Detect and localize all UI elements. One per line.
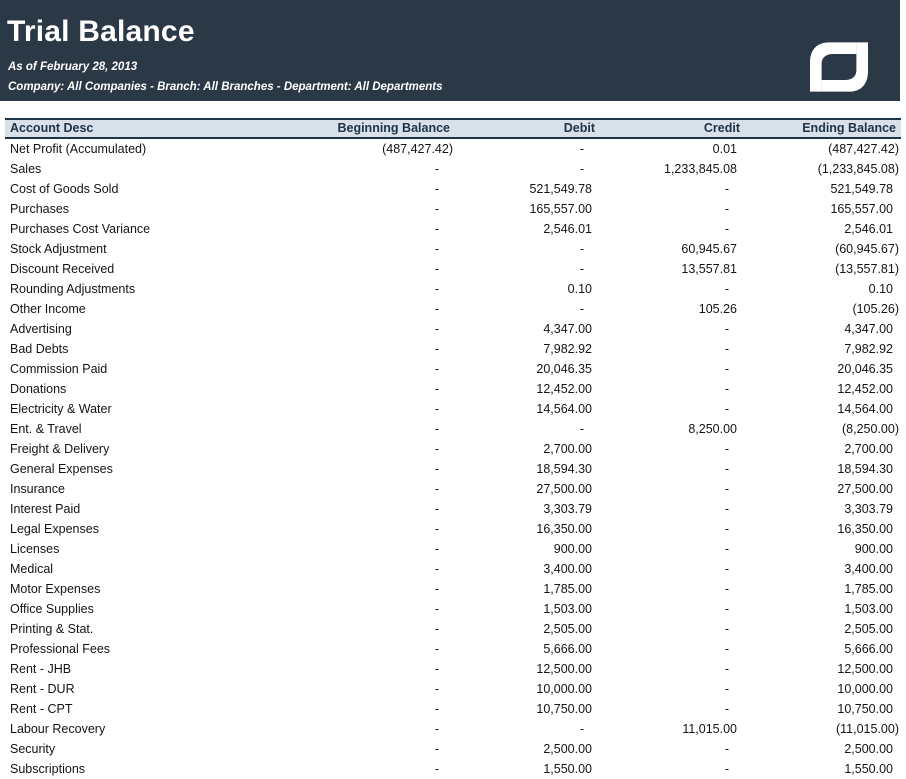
amount-cell: 2,700.00 [543,442,592,456]
table-row [5,439,901,459]
amount-cell: - [434,742,439,756]
amount-cell: - [724,522,729,536]
amount-cell: - [724,222,729,236]
table-row [5,399,901,419]
page-title: Trial Balance [7,15,195,48]
amount-cell: - [724,282,729,296]
amount-cell: 3,303.79 [844,502,893,516]
amount-cell: 10,000.00 [536,682,592,696]
amount-cell: - [724,462,729,476]
amount-cell: 3,400.00 [844,562,893,576]
amount-cell: - [434,382,439,396]
amount-cell: 11,015.00 [682,722,737,736]
amount-cell: 1,233,845.08 [664,162,737,176]
amount-cell: 2,505.00 [844,622,893,636]
table-row [5,719,901,739]
table-row [5,559,901,579]
account-desc-cell: Rent - CPT [10,702,73,716]
amount-cell: - [724,202,729,216]
table-row [5,519,901,539]
amount-cell: - [724,682,729,696]
amount-cell: 12,500.00 [536,662,592,676]
account-desc-cell: Insurance [10,482,65,496]
amount-cell: 0.01 [712,142,737,156]
amount-cell: (105.26) [852,302,899,316]
trial-balance-table [5,118,901,779]
account-desc-cell: Office Supplies [10,602,94,616]
amount-cell: - [434,162,439,176]
amount-cell: 20,046.35 [837,362,893,376]
account-desc-cell: Interest Paid [10,502,81,516]
amount-cell: - [434,242,439,256]
table-row [5,479,901,499]
table-row [5,299,901,319]
amount-cell: - [434,662,439,676]
account-desc-cell: Other Income [10,302,86,316]
amount-cell: - [434,542,439,556]
amount-cell: - [434,702,439,716]
account-desc-cell: General Expenses [10,462,113,476]
account-desc-cell: Donations [10,382,67,396]
table-row [5,419,901,439]
amount-cell: - [724,482,729,496]
table-row [5,319,901,339]
amount-cell: - [724,542,729,556]
table-row [5,659,901,679]
amount-cell: 16,350.00 [837,522,893,536]
account-desc-cell: Legal Expenses [10,522,99,536]
account-desc-cell: Freight & Delivery [10,442,110,456]
table-row [5,539,901,559]
account-desc-cell: Rounding Adjustments [10,282,136,296]
table-row [5,159,901,179]
table-row [5,279,901,299]
amount-cell: (11,015.00) [835,722,899,736]
amount-cell: - [724,742,729,756]
amount-cell: 521,549.78 [830,182,893,196]
amount-cell: 60,945.67 [681,242,737,256]
amount-cell: - [579,162,584,176]
amount-cell: 8,250.00 [688,422,737,436]
amount-cell: - [724,402,729,416]
amount-cell: 900.00 [854,542,893,556]
amount-cell: - [434,582,439,596]
amount-cell: 18,594.30 [837,462,893,476]
amount-cell: 3,303.79 [543,502,592,516]
account-desc-cell: Medical [10,562,54,576]
report-header [0,0,900,101]
amount-cell: - [434,642,439,656]
amount-cell: 5,666.00 [543,642,592,656]
account-desc-cell: Purchases Cost Variance [10,222,151,236]
amount-cell: - [724,582,729,596]
table-row [5,219,901,239]
amount-cell: - [434,322,439,336]
table-row [5,459,901,479]
amount-cell: 165,557.00 [529,202,592,216]
account-desc-cell: Purchases [10,202,70,216]
amount-cell: - [434,262,439,276]
amount-cell: (60,945.67) [835,242,899,256]
amount-cell: (8,250.00) [842,422,899,436]
amount-cell: - [724,562,729,576]
amount-cell: - [724,622,729,636]
amount-cell: 10,000.00 [837,682,893,696]
table-row [5,739,901,759]
amount-cell: - [434,462,439,476]
account-desc-cell: Sales [10,162,42,176]
amount-cell: 165,557.00 [830,202,893,216]
amount-cell: - [434,182,439,196]
amount-cell: 13,557.81 [681,262,737,276]
amount-cell: - [724,182,729,196]
amount-cell: 10,750.00 [536,702,592,716]
amount-cell: - [434,302,439,316]
amount-cell: - [724,362,729,376]
amount-cell: - [724,342,729,356]
amount-cell: - [434,722,439,736]
amount-cell: - [724,662,729,676]
amount-cell: 7,982.92 [844,342,893,356]
amount-cell: (13,557.81) [835,262,899,276]
table-row [5,359,901,379]
table-row [5,259,901,279]
amount-cell: 1,550.00 [844,762,893,776]
account-desc-cell: Rent - DUR [10,682,75,696]
column-header-debit: Debit [455,119,600,138]
amount-cell: 5,666.00 [844,642,893,656]
brand-logo-icon [793,38,885,96]
amount-cell: - [724,322,729,336]
amount-cell: - [579,242,584,256]
column-header-ending-balance: Ending Balance [745,119,901,138]
account-desc-cell: Security [10,742,56,756]
amount-cell: 1,550.00 [543,762,592,776]
amount-cell: 0.10 [868,282,893,296]
table-row [5,499,901,519]
amount-cell: 2,500.00 [844,742,893,756]
amount-cell: - [724,442,729,456]
amount-cell: (1,233,845.08) [817,162,899,176]
amount-cell: - [724,702,729,716]
table-row [5,699,901,719]
amount-cell: - [434,222,439,236]
column-header-beginning-balance: Beginning Balance [315,119,455,138]
column-header-account-desc: Account Desc [5,119,315,138]
amount-cell: - [434,622,439,636]
table-row [5,339,901,359]
table-row [5,179,901,199]
amount-cell: 12,500.00 [837,662,893,676]
amount-cell: - [434,502,439,516]
amount-cell: 1,503.00 [543,602,592,616]
amount-cell: - [434,482,439,496]
table-row [5,579,901,599]
table-row [5,239,901,259]
amount-cell: - [434,282,439,296]
table-row [5,379,901,399]
amount-cell: 3,400.00 [543,562,592,576]
amount-cell: - [434,562,439,576]
amount-cell: 14,564.00 [837,402,893,416]
account-desc-cell: Ent. & Travel [10,422,82,436]
account-desc-cell: Motor Expenses [10,582,101,596]
account-desc-cell: Advertising [10,322,72,336]
amount-cell: - [579,722,584,736]
amount-cell: 7,982.92 [543,342,592,356]
amount-cell: 1,785.00 [844,582,893,596]
amount-cell: 20,046.35 [536,362,592,376]
amount-cell: 12,452.00 [536,382,592,396]
amount-cell: - [579,262,584,276]
amount-cell: 18,594.30 [536,462,592,476]
table-row [5,138,901,159]
amount-cell: - [724,642,729,656]
amount-cell: - [579,302,584,316]
amount-cell: 1,785.00 [543,582,592,596]
amount-cell: - [724,602,729,616]
amount-cell: - [724,502,729,516]
amount-cell: - [724,762,729,776]
table-row [5,639,901,659]
account-desc-cell: Labour Recovery [10,722,106,736]
account-desc-cell: Rent - JHB [10,662,72,676]
account-desc-cell: Cost of Goods Sold [10,182,119,196]
amount-cell: - [434,402,439,416]
table-body [5,138,901,779]
column-header-credit: Credit [600,119,745,138]
amount-cell: 4,347.00 [844,322,893,336]
amount-cell: 14,564.00 [536,402,592,416]
account-desc-cell: Net Profit (Accumulated) [10,142,147,156]
amount-cell: - [434,342,439,356]
amount-cell: 2,546.01 [844,222,893,236]
amount-cell: (487,427.42) [382,142,453,156]
table-row [5,679,901,699]
amount-cell: - [434,762,439,776]
amount-cell: - [434,362,439,376]
amount-cell: 10,750.00 [837,702,893,716]
amount-cell: 105.26 [698,302,737,316]
report-as-of-date: As of February 28, 2013 [8,61,138,73]
account-desc-cell: Printing & Stat. [10,622,94,636]
table-header-row [5,119,901,138]
amount-cell: - [579,422,584,436]
amount-cell: - [434,442,439,456]
account-desc-cell: Subscriptions [10,762,86,776]
amount-cell: 0.10 [567,282,592,296]
amount-cell: 900.00 [553,542,592,556]
amount-cell: - [434,602,439,616]
amount-cell: - [434,522,439,536]
account-desc-cell: Commission Paid [10,362,108,376]
amount-cell: 2,700.00 [844,442,893,456]
amount-cell: - [724,382,729,396]
amount-cell: 27,500.00 [536,482,592,496]
amount-cell: - [579,142,584,156]
account-desc-cell: Electricity & Water [10,402,112,416]
amount-cell: 2,546.01 [543,222,592,236]
amount-cell: 2,500.00 [543,742,592,756]
amount-cell: 4,347.00 [543,322,592,336]
amount-cell: 12,452.00 [837,382,893,396]
amount-cell: (487,427.42) [828,142,899,156]
amount-cell: 521,549.78 [529,182,592,196]
amount-cell: 2,505.00 [543,622,592,636]
table-row [5,599,901,619]
table-row [5,619,901,639]
table-row [5,199,901,219]
account-desc-cell: Discount Received [10,262,115,276]
amount-cell: 1,503.00 [844,602,893,616]
amount-cell: 27,500.00 [837,482,893,496]
amount-cell: - [434,202,439,216]
account-desc-cell: Professional Fees [10,642,111,656]
amount-cell: - [434,682,439,696]
report-filter-summary: Company: All Companies - Branch: All Branches - Department: All Departments [8,81,443,93]
account-desc-cell: Stock Adjustment [10,242,107,256]
account-desc-cell: Licenses [10,542,60,556]
account-desc-cell: Bad Debts [10,342,69,356]
table-row [5,759,901,779]
amount-cell: 16,350.00 [536,522,592,536]
amount-cell: - [434,422,439,436]
